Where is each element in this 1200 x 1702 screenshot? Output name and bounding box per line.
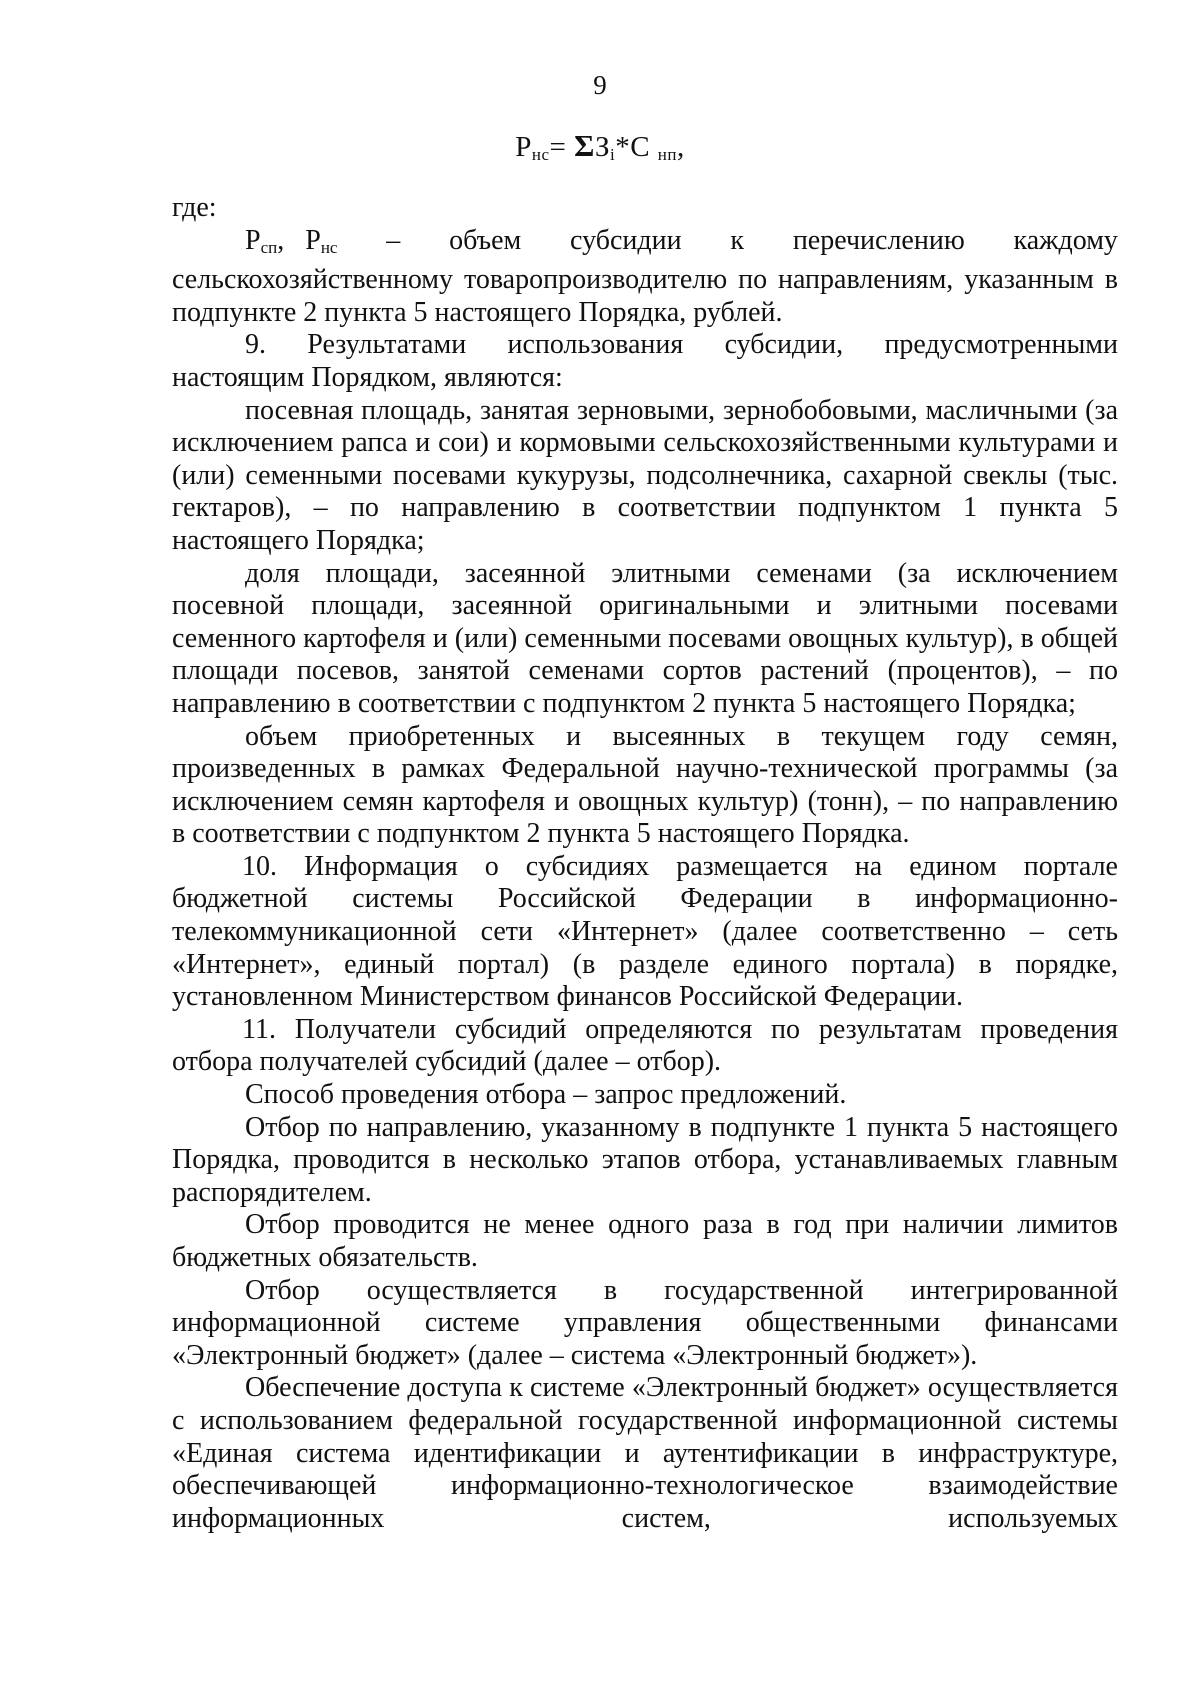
selection-system: Отбор осуществляется в государственной интегрированной информационной системе управления общественными финансами «Электронный бюджет» (далее – система «Электронный бюджет»). xyxy=(172,1274,1118,1371)
variable-p-ns-subscript: нс xyxy=(320,237,338,257)
formula-lhs: Р xyxy=(515,131,532,163)
result-item-elite-seeds-share: доля площади, засеянной элитными семенами (за исключением посевной площади, засеянной оригинальными и элитными посевами семенного картофеля и (или) семенными посевами овощных культур), в общей площади посевов, занятой семенами сортов растений (процентов), – по направлению в соответствии с подпунктом 2 пункта 5 настоящего Порядка; xyxy=(172,557,1118,719)
variable-comma: , xyxy=(277,224,285,256)
formula-sigma: Σ xyxy=(574,128,595,163)
formula-tail: , xyxy=(677,131,685,163)
variable-p-sp: Р xyxy=(245,224,261,256)
variable-group xyxy=(245,225,337,265)
paragraph-10: 10. Информация о субсидиях размещается на едином портале бюджетной системы Российской Федерации в информационно-телекоммуникационной сети «Интернет» (далее соответственно – сеть «Интернет», единый портал) (в разделе единого портала) в порядке, установленном Министерством финансов Российской Федерации. xyxy=(172,850,1118,1013)
formula-term-subscript: i xyxy=(609,145,616,164)
definition-word: каждому xyxy=(1013,224,1118,256)
variable-p-sp-subscript: сп xyxy=(260,237,278,257)
result-item-seed-volume: объем приобретенных и высеянных в текущем году семян, произведенных в рамках Федеральной научно-технической программы (за исключением семян картофеля и овощных культур) (тонн), – по направлению в соответствии с подпунктом 2 пункта 5 настоящего Порядка. xyxy=(172,720,1118,850)
formula-lhs-subscript: нс xyxy=(531,145,550,164)
formula-equals: = xyxy=(549,131,567,163)
paragraph-11: 11. Получатели субсидий определяются по результатам проведения отбора получателей субсидий (далее – отбор). xyxy=(172,1013,1118,1078)
document-body xyxy=(172,192,1118,1535)
variable-definition xyxy=(172,225,1118,330)
definition-word: – xyxy=(386,224,401,256)
formula xyxy=(0,128,1200,165)
variable-definition-first-line xyxy=(172,225,1118,265)
formula-rhs-subscript: нп xyxy=(657,145,677,164)
system-access: Обеспечение доступа к системе «Электронный бюджет» осуществляется с использованием федеральной государственной информационной системы «Единая система идентификации и аутентификации в инфраструктуре, обеспечивающей информационно-технологическое взаимодействие информационных систем, используемых xyxy=(172,1372,1118,1534)
definition-word: перечислению xyxy=(792,224,965,256)
definition-word: к xyxy=(730,224,745,256)
variable-p-ns: Р xyxy=(305,224,321,256)
page-number: 9 xyxy=(593,70,607,100)
formula-operator: *С xyxy=(615,131,651,163)
where-label: где: xyxy=(172,192,217,223)
paragraph-9: 9. Результатами использования субсидии, предусмотренными настоящим Порядком, являются: xyxy=(172,329,1118,393)
selection-method: Способ проведения отбора – запрос предложений. xyxy=(245,1079,847,1111)
formula-term: З xyxy=(594,131,610,163)
variable-definition-rest: сельскохозяйственному товаропроизводителю по направлениям, указанным в подпункте 2 пункта 5 настоящего Порядка, рублей. xyxy=(172,264,1118,328)
result-item-sown-area: посевная площадь, занятая зерновыми, зернобобовыми, масличными (за исключением рапса и сои) и кормовыми сельскохозяйственными культурами и (или) семенными посевами кукурузы, подсолнечника, сахарной свеклы (тыс. гектаров), – по направлению в соответствии подпунктом 1 пункта 5 настоящего Порядка; xyxy=(172,394,1118,556)
definition-word: субсидии xyxy=(570,224,682,256)
selection-frequency: Отбор проводится не менее одного раза в год при наличии лимитов бюджетных обязательств. xyxy=(172,1209,1118,1273)
definition-word: объем xyxy=(449,224,522,256)
selection-stages: Отбор по направлению, указанному в подпункте 1 пункта 5 настоящего Порядка, проводится в несколько этапов отбора, устанавливаемых главным распорядителем. xyxy=(172,1111,1118,1208)
